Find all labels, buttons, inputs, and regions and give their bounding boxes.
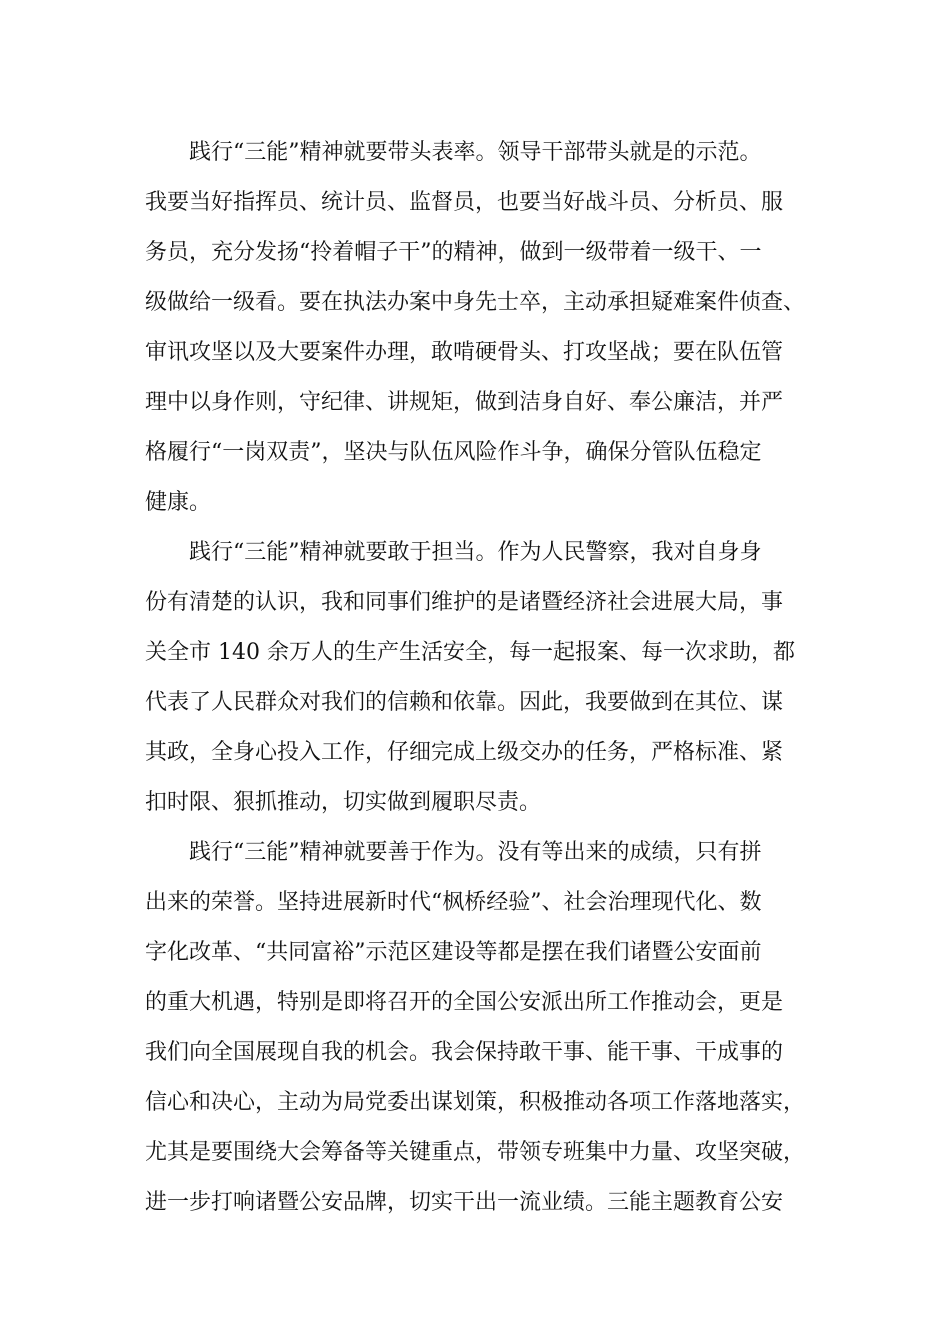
text-line: 务员，充分发扬“拎着帽子干”的精神，做到一级带着一级干、一 <box>145 240 762 265</box>
text-line: 我们向全国展现自我的机会。我会保持敢干事、能干事、干成事的 <box>145 1040 784 1065</box>
text-line: 践行“三能”精神就要敢于担当。作为人民警察，我对自身身 <box>189 540 762 565</box>
text-line: 践行“三能”精神就要善于作为。没有等出来的成绩，只有拼 <box>189 840 762 865</box>
text-line: 的重大机遇，特别是即将召开的全国公安派出所工作推动会，更是 <box>145 990 784 1015</box>
text-line: 字化改革、“共同富裕”示范区建设等都是摆在我们诸暨公安面前 <box>145 940 762 965</box>
text-line: 份有清楚的认识，我和同事们维护的是诸暨经济社会进展大局，事 <box>145 590 784 615</box>
text-line: 代表了人民群众对我们的信赖和依靠。因此，我要做到在其位、谋 <box>145 690 784 715</box>
text-line: 扣时限、狠抓推动，切实做到履职尽责。 <box>145 790 542 815</box>
paragraph <box>145 828 809 1228</box>
text-line: 我要当好指挥员、统计员、监督员，也要当好战斗员、分析员、服 <box>145 190 784 215</box>
text-line: 格履行“一岗双责”，坚决与队伍风险作斗争，确保分管队伍稳定 <box>145 440 762 465</box>
text-line: 关全市 140 余万人的生产生活安全，每一起报案、每一次求助，都 <box>145 640 795 665</box>
text-line: 出来的荣誉。坚持进展新时代“枫桥经验”、社会治理现代化、数 <box>145 890 762 915</box>
paragraph <box>145 128 809 528</box>
text-line: 审讯攻坚以及大要案件办理，敢啃硬骨头、打攻坚战；要在队伍管 <box>145 340 784 365</box>
text-line: 进一步打响诸暨公安品牌，切实干出一流业绩。三能主题教育公安 <box>145 1190 784 1215</box>
text-line: 信心和决心，主动为局党委出谋划策，积极推动各项工作落地落实， <box>145 1090 806 1115</box>
text-line: 尤其是要围绕大会筹备等关键重点，带领专班集中力量、攻坚突破， <box>145 1140 806 1165</box>
text-line: 践行“三能”精神就要带头表率。领导干部带头就是的示范。 <box>189 140 762 165</box>
text-line: 级做给一级看。要在执法办案中身先士卒，主动承担疑难案件侦查、 <box>145 290 806 315</box>
text-line: 理中以身作则，守纪律、讲规矩，做到洁身自好、奉公廉洁，并严 <box>145 390 784 415</box>
text-line: 其政，全身心投入工作，仔细完成上级交办的任务，严格标准、紧 <box>145 740 784 765</box>
paragraph <box>145 528 809 828</box>
document-body <box>145 128 809 1228</box>
text-line: 健康。 <box>145 490 212 515</box>
